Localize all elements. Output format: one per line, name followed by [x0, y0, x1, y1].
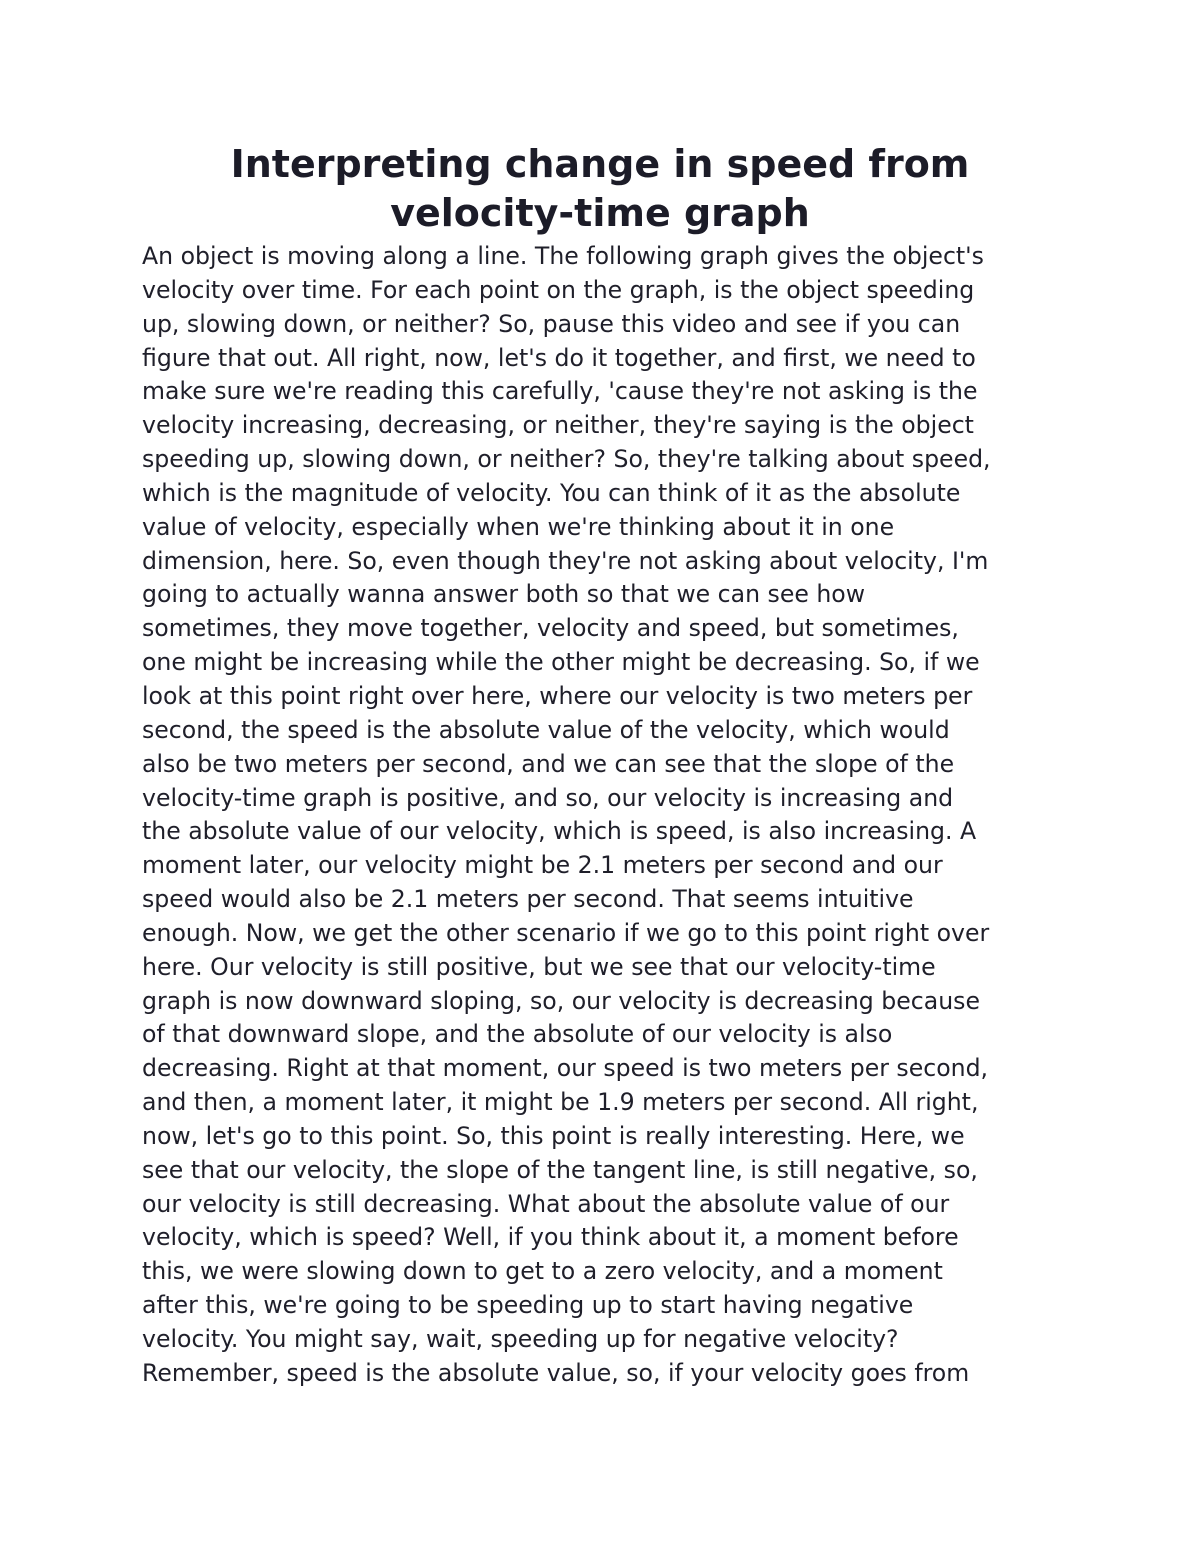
title-line-2: velocity-time graph [390, 191, 810, 235]
body-line: Remember, speed is the absolute value, so, if your velocity goes from [142, 1358, 970, 1387]
body-line: moment later, our velocity might be 2.1 meters per second and our [142, 851, 943, 880]
title-line-1: Interpreting change in speed from [230, 142, 970, 186]
body-paragraph [142, 240, 1062, 1391]
page-title [140, 140, 1060, 238]
body-line: second, the speed is the absolute value of the velocity, which would [142, 715, 950, 744]
body-line: speeding up, slowing down, or neither? So, they're talking about speed, [142, 445, 991, 474]
body-line: up, slowing down, or neither? So, pause this video and see if you can [142, 309, 961, 338]
body-line: our velocity is still decreasing. What about the absolute value of our [142, 1189, 950, 1218]
body-line: velocity increasing, decreasing, or neither, they're saying is the object [142, 411, 974, 440]
body-line: look at this point right over here, where our velocity is two meters per [142, 681, 973, 710]
body-line: value of velocity, especially when we're thinking about it in one [142, 512, 895, 541]
body-line: velocity-time graph is positive, and so, our velocity is increasing and [142, 783, 954, 812]
body-line: enough. Now, we get the other scenario if we go to this point right over [142, 918, 990, 947]
body-line: of that downward slope, and the absolute of our velocity is also [142, 1020, 893, 1049]
body-line: An object is moving along a line. The following graph gives the object's [142, 242, 984, 270]
body-line: velocity over time. For each point on the graph, is the object speeding [142, 275, 975, 304]
body-line: after this, we're going to be speeding up to start having negative [142, 1291, 914, 1320]
body-line: make sure we're reading this carefully, 'cause they're not asking is the [142, 377, 978, 406]
body-line: figure that out. All right, now, let's do it together, and first, we need to [142, 343, 976, 372]
body-line: now, let's go to this point. So, this point is really interesting. Here, we [142, 1121, 965, 1150]
body-line: speed would also be 2.1 meters per second. That seems intuitive [142, 885, 914, 914]
body-line: velocity, which is speed? Well, if you think about it, a moment before [142, 1223, 959, 1252]
body-line: and then, a moment later, it might be 1.9 meters per second. All right, [142, 1088, 979, 1117]
body-line: also be two meters per second, and we can see that the slope of the [142, 749, 955, 778]
body-line: the absolute value of our velocity, which is speed, is also increasing. A [142, 817, 977, 846]
body-line: velocity. You might say, wait, speeding up for negative velocity? [142, 1325, 899, 1353]
body-line: dimension, here. So, even though they're not asking about velocity, I'm [142, 546, 989, 575]
body-line: this, we were slowing down to get to a zero velocity, and a moment [142, 1257, 943, 1286]
body-line: decreasing. Right at that moment, our speed is two meters per second, [142, 1054, 989, 1083]
body-line: see that our velocity, the slope of the tangent line, is still negative, so, [142, 1155, 978, 1184]
body-line: sometimes, they move together, velocity and speed, but sometimes, [142, 614, 959, 643]
body-line: which is the magnitude of velocity. You can think of it as the absolute [142, 478, 961, 507]
body-line: graph is now downward sloping, so, our velocity is decreasing because [142, 986, 980, 1015]
body-line: here. Our velocity is still positive, but we see that our velocity-time [142, 952, 936, 981]
body-line: one might be increasing while the other might be decreasing. So, if we [142, 648, 980, 677]
body-line: going to actually wanna answer both so that we can see how [142, 580, 866, 609]
